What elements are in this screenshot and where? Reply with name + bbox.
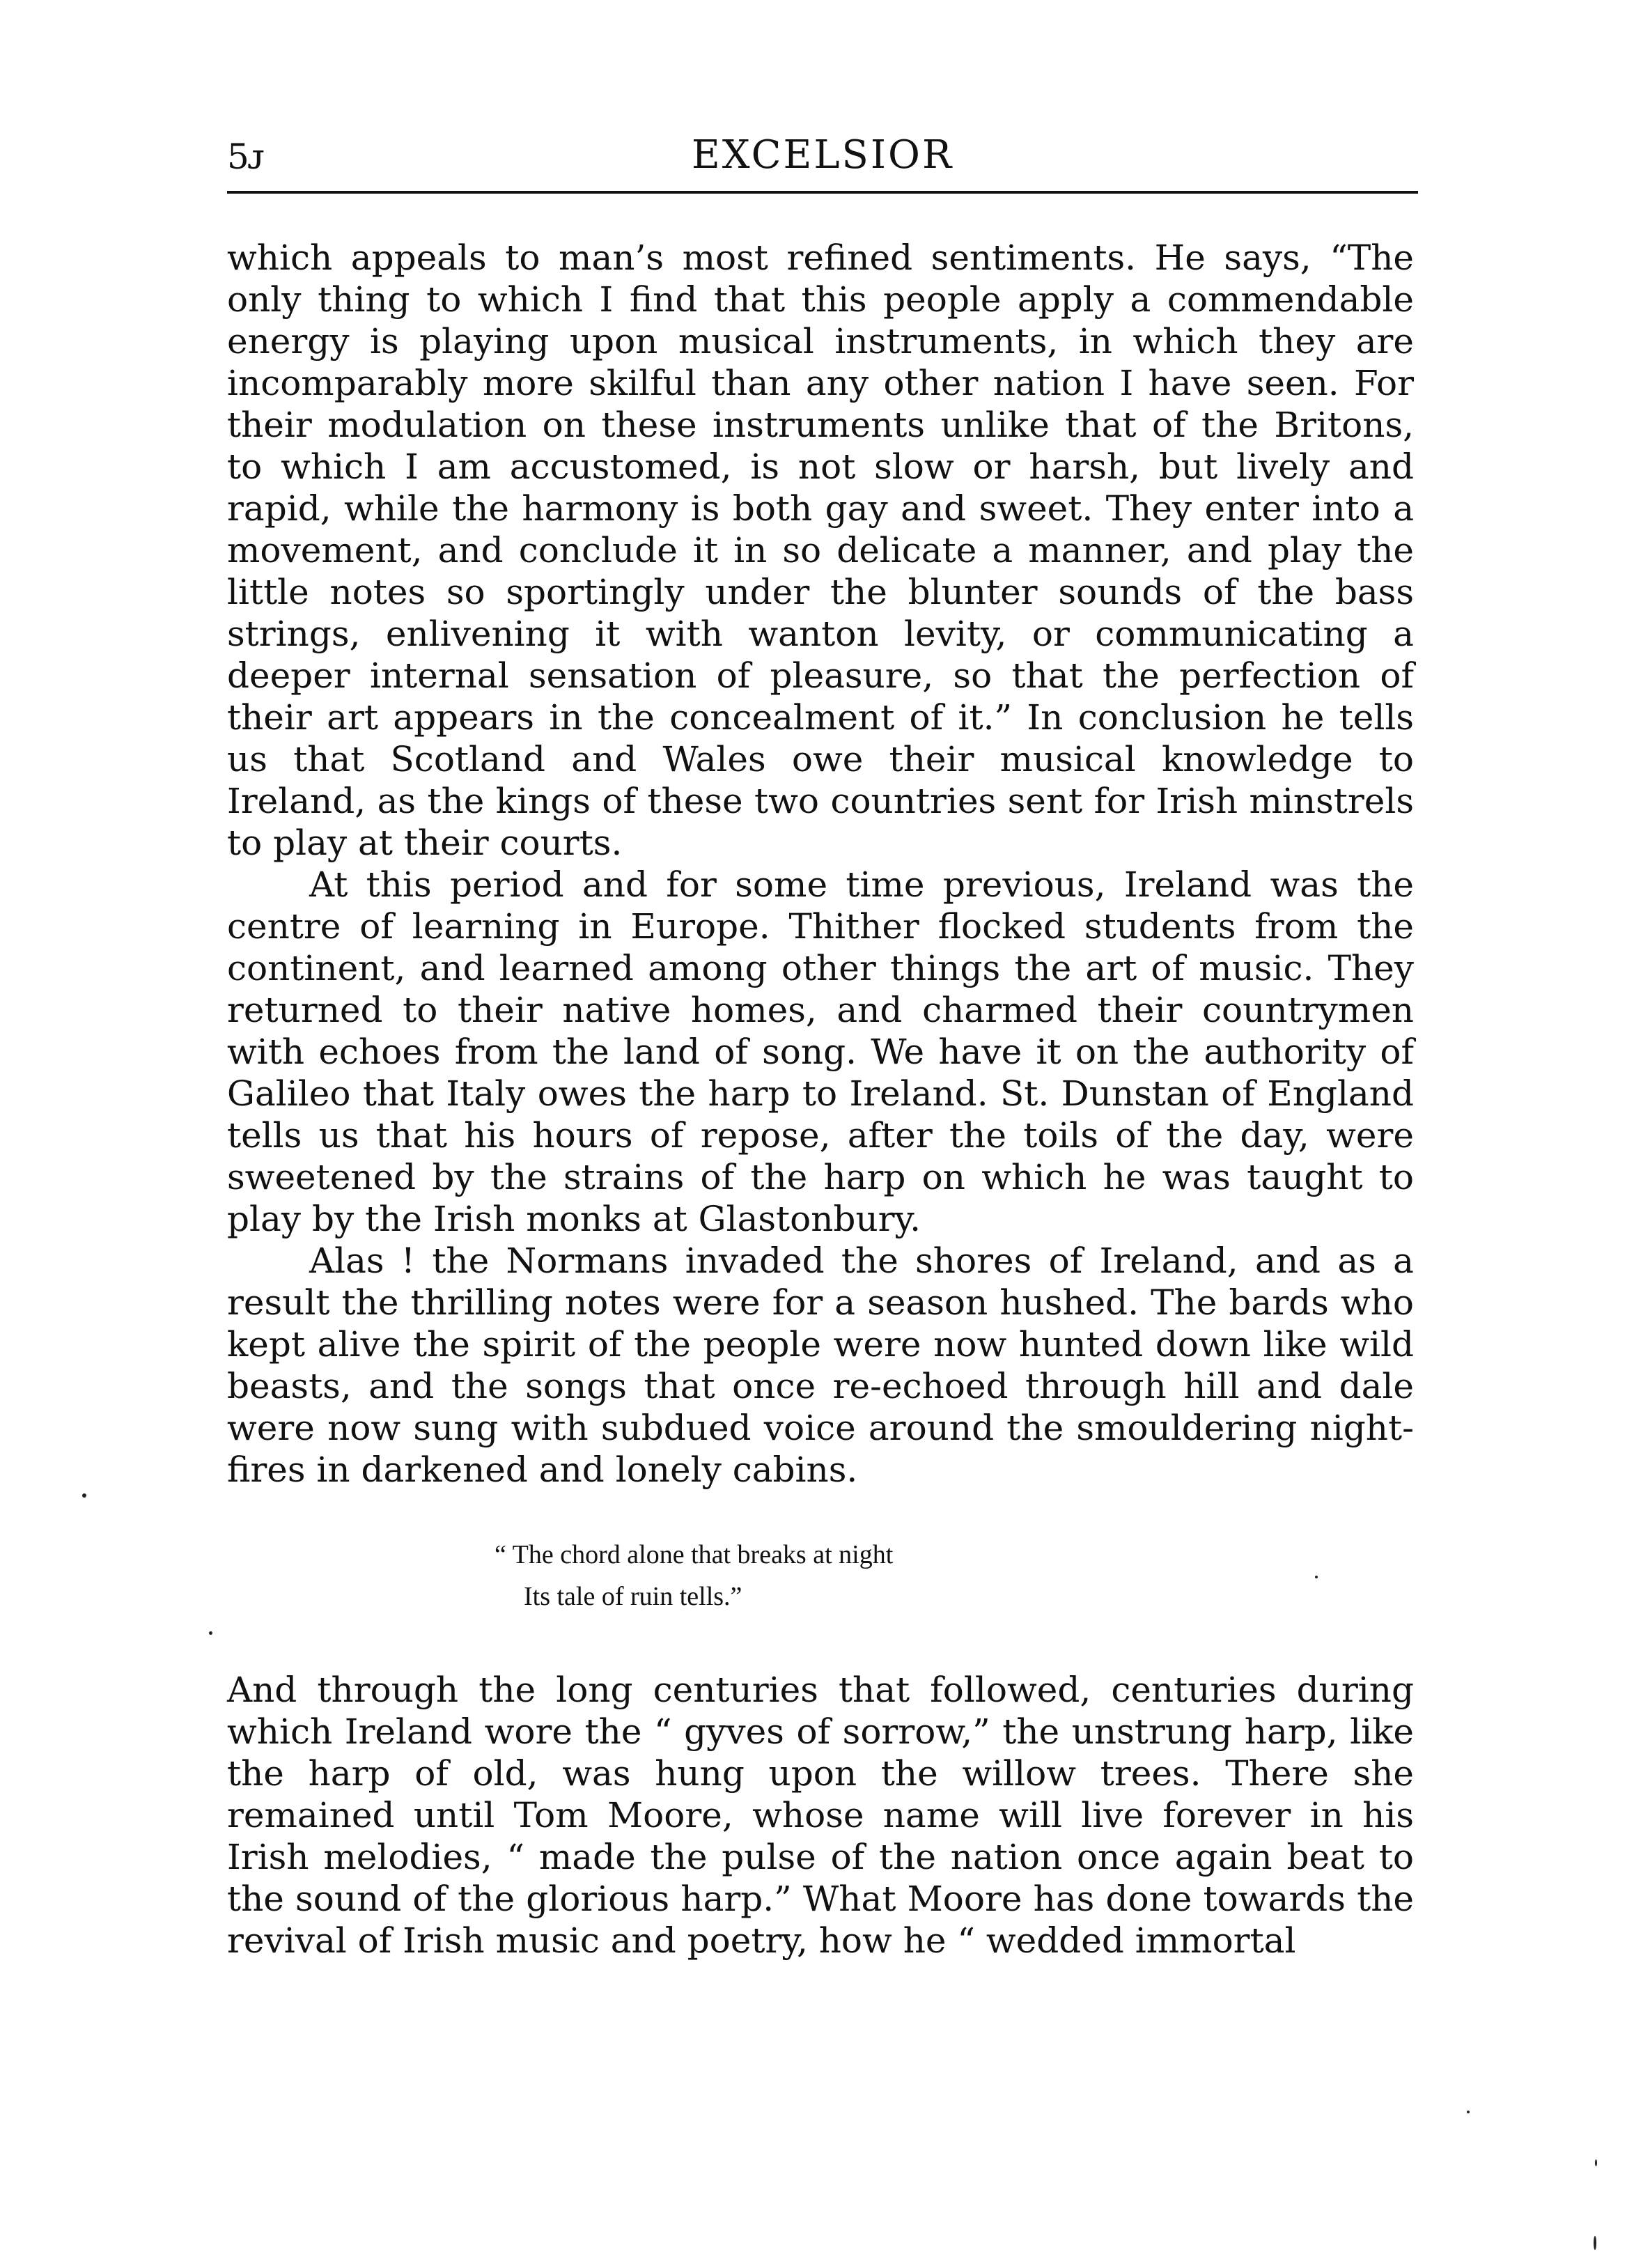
scan-speck [1467,2111,1470,2113]
header-rule [227,191,1418,194]
body-text [227,237,1414,1962]
verse-line-2: Its tale of ruin tells.” [524,1582,742,1611]
scan-speck [1594,2236,1596,2250]
running-head [227,132,1418,188]
scan-speck [82,1493,86,1498]
page-number: 5ᴊ [227,137,264,177]
paragraph-tom-moore: And through the long centuries that followed, centuries during which Ireland wore the “ gyves of sorrow,” the unstrung harp, like the harp of old, was hung upon the willow trees. There she remained until Tom Moore, whose name will live forever in his Irish melodies, “ made the pulse of the nation once again beat to the sound of the glorious harp.” What Moore has done towards the revival of Irish music and poetry, how he “ wedded immortal [227,1670,1414,1961]
verse-quotation [495,1534,1414,1617]
scan-speck [1595,2159,1597,2166]
running-title: EXCELSIOR [691,132,954,178]
paragraph-normans: Alas ! the Normans invaded the shores of Ireland, and as a result the thrilling notes were for a season hushed. The bards who kept alive the spirit of the people were now hunted down like wild beasts, and the songs that once re-echoed through hill and dale were now sung with subdued voice around the smouldering night-fires in darkened and lonely cabins. [227,1241,1414,1490]
scan-speck [1315,1576,1318,1578]
verse-line-1: “ The chord alone that breaks at night [495,1540,894,1569]
paragraph-centre-of-learning: At this period and for some time previous, Ireland was the centre of learning in Europe. Thither flocked students from the continent, and learned among other things the art of music. They returned to their native homes, and charmed their countrymen with echoes from the land of song. We have it on the authority of Galileo that Italy owes the harp to Ireland. St. Dunstan of England tells us that his hours of repose, after the toils of the day, were sweetened by the strains of the harp on which he was taught to play by the Irish monks at Glastonbury. [227,864,1414,1239]
paragraph-continued: which appeals to man’s most refined sentiments. He says, “The only thing to which I find that this people apply a commendable energy is playing upon musical instruments, in which they are incomparably more skilful than any other nation I have seen. For their modulation on these instruments unlike that of the Britons, to which I am accustomed, is not slow or harsh, but lively and rapid, while the harmony is both gay and sweet. They enter into a movement, and conclude it in so delicate a manner, and play the little notes so sportingly under the blunter sounds of the bass strings, enlivening it with wanton levity, or communicating a deeper internal sensation of pleasure, so that the perfection of their art appears in the concealment of it.” In conclusion he tells us that Scotland and Wales owe their musical knowledge to Ireland, as the kings of these two countries sent for Irish minstrels to play at their courts. [227,238,1414,863]
scan-speck [209,1631,212,1635]
